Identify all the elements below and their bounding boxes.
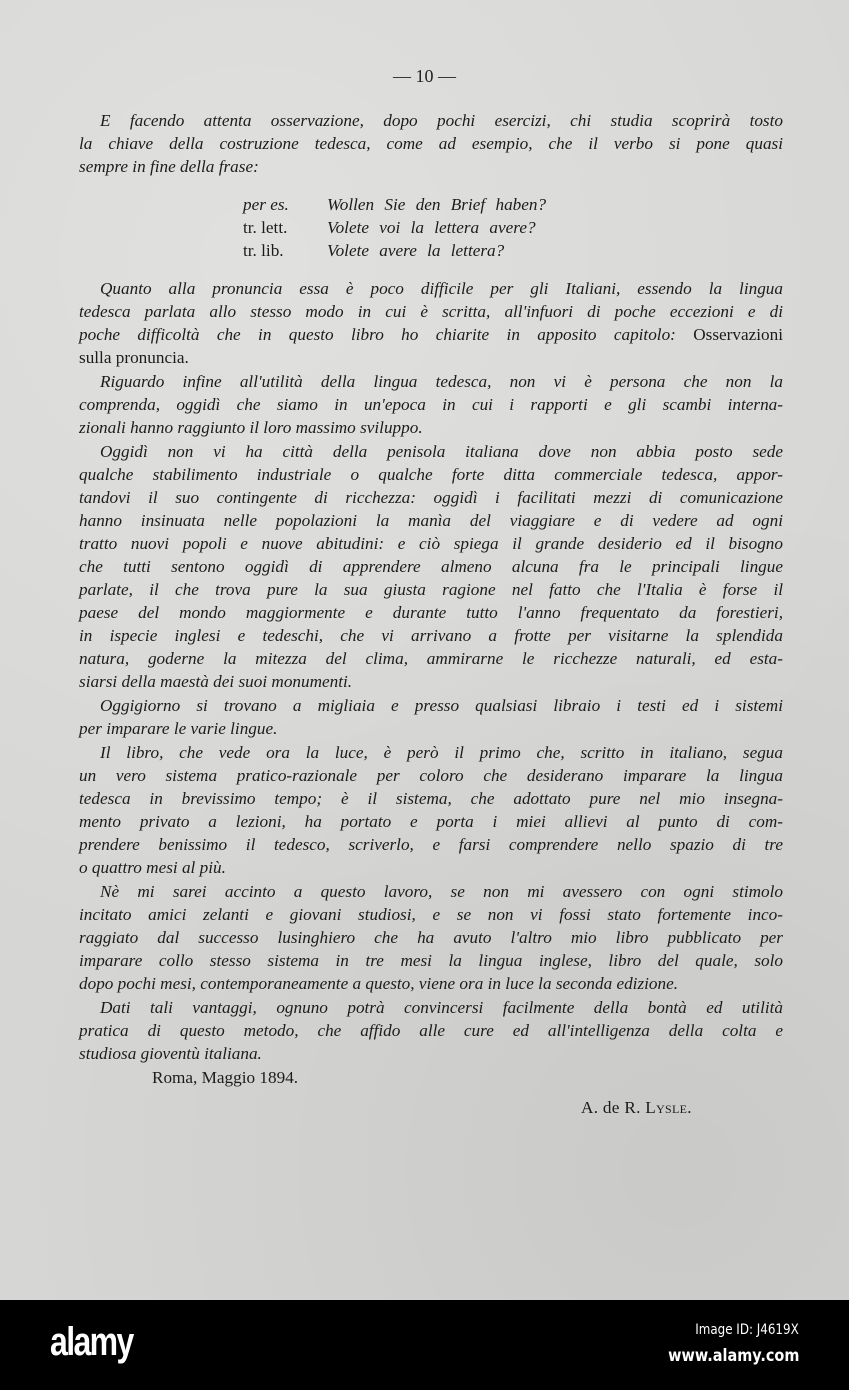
text-line	[79, 486, 783, 509]
text-line	[79, 132, 783, 155]
text-line	[79, 555, 783, 578]
text-line	[79, 833, 783, 856]
example-label: per es.	[243, 195, 289, 214]
italic-text: studiosa gioventù italiana.	[79, 1044, 262, 1063]
text-line	[79, 624, 783, 647]
text-line	[79, 972, 783, 995]
text-line	[79, 880, 783, 903]
paragraph	[79, 741, 783, 879]
text-line	[79, 741, 783, 764]
italic-text: paese del mondo maggiormente e durante tutto l'anno frequentato da forestieri,	[79, 603, 783, 622]
italic-text: poche difficoltà che in questo libro ho chiarite in apposito capitolo:	[79, 325, 694, 344]
text-line	[79, 926, 783, 949]
paragraph	[79, 277, 783, 369]
italic-text: qualche stabilimento industriale o qualche forte ditta commerciale tedesca, appor-	[79, 465, 783, 484]
example-row	[243, 216, 783, 239]
date-line: Roma, Maggio 1894.	[152, 1068, 299, 1087]
italic-text: che tutti sentono oggidì di apprendere almeno alcuna fra le principali lingue	[79, 557, 783, 576]
italic-text: pratica di questo metodo, che affido alle cure ed all'intelligenza della colta e	[79, 1021, 783, 1040]
text-line	[79, 856, 783, 879]
italic-text: in ispecie inglesi e tedeschi, che vi arrivano a frotte per visitarne la splendida	[79, 626, 783, 645]
italic-text: Nè mi sarei accinto a questo lavoro, se non mi avessero con ogni stimolo	[100, 882, 783, 901]
example-text: Volete voi la lettera avere?	[327, 218, 536, 237]
text-line	[79, 601, 783, 624]
paragraph	[79, 880, 783, 995]
text-line	[79, 717, 783, 740]
italic-text: un vero sistema pratico-razionale per coloro che desiderano imparare la lingua	[79, 766, 783, 785]
text-line	[79, 949, 783, 972]
italic-text: Dati tali vantaggi, ognuno potrà convincersi facilmente della bontà ed utilità	[100, 998, 783, 1017]
text-line	[79, 578, 783, 601]
italic-text: tandovi il suo contingente di ricchezza: oggidì i facilitati mezzi di comunicazione	[79, 488, 783, 507]
paragraph	[79, 996, 783, 1065]
paragraph	[79, 440, 783, 693]
text-line	[79, 996, 783, 1019]
italic-text: la chiave della costruzione tedesca, come ad esempio, che il verbo si pone quasi	[79, 134, 783, 153]
italic-text: per imparare le varie lingue.	[79, 719, 278, 738]
alamy-logo: alamy	[50, 1320, 133, 1364]
roman-text: Osservazioni	[693, 325, 783, 344]
italic-text: sempre in fine della frase:	[79, 157, 259, 176]
text-line	[79, 277, 783, 300]
italic-text: o quattro mesi al più.	[79, 858, 226, 877]
text-line	[79, 109, 783, 132]
text-line	[79, 323, 783, 346]
document-body	[79, 109, 783, 1066]
site-url: www.alamy.com	[667, 1346, 799, 1366]
italic-text: tedesca in brevissimo tempo; è il sistema, che adottato pure nel mio insegna-	[79, 789, 783, 808]
italic-text: Riguardo infine all'utilità della lingua tedesca, non vi è persona che non la	[100, 372, 783, 391]
text-line	[79, 370, 783, 393]
text-line	[79, 532, 783, 555]
italic-text: imparare collo stesso sistema in tre mesi la lingua inglese, libro del quale, solo	[79, 951, 783, 970]
italic-text: Il libro, che vede ora la luce, è però il primo che, scritto in italiano, segua	[100, 743, 783, 762]
italic-text: raggiato dal successo lusinghiero che ha avuto l'altro mio libro pubblicato per	[79, 928, 783, 947]
signature	[581, 1098, 692, 1118]
italic-text: siarsi della maestà dei suoi monumenti.	[79, 672, 353, 691]
example-label: tr. lett.	[243, 218, 288, 237]
text-line	[79, 903, 783, 926]
text-line	[79, 300, 783, 323]
paragraphs	[79, 277, 783, 1065]
italic-text: dopo pochi mesi, contemporaneamente a questo, viene ora in luce la seconda edizione.	[79, 974, 679, 993]
example-row	[243, 193, 783, 216]
text-line	[79, 694, 783, 717]
italic-text: tedesca parlata allo stesso modo in cui è scritta, all'infuori di poche eccezioni e di	[79, 302, 783, 321]
page-number: — 10 —	[393, 66, 456, 86]
example-sentences	[243, 193, 783, 262]
italic-text: Oggigiorno si trovano a migliaia e presso qualsiasi libraio i testi ed i sistemi	[100, 696, 783, 715]
text-line	[79, 670, 783, 693]
text-line	[79, 647, 783, 670]
text-line	[79, 440, 783, 463]
roman-text: sulla pronuncia.	[79, 348, 189, 367]
text-line	[79, 1042, 783, 1065]
image-id: Image ID: J4619X	[695, 1322, 799, 1338]
italic-text: zionali hanno raggiunto il loro massimo sviluppo.	[79, 418, 423, 437]
text-line	[79, 810, 783, 833]
italic-text: incitato amici zelanti e giovani studiosi, e se non vi fossi stato fortemente inco-	[79, 905, 783, 924]
text-line	[79, 1019, 783, 1042]
text-line	[79, 787, 783, 810]
example-text: Wollen Sie den Brief haben?	[327, 195, 547, 214]
example-text: Volete avere la lettera?	[327, 241, 505, 260]
example-label: tr. lib.	[243, 241, 284, 260]
text-line	[79, 764, 783, 787]
text-line	[79, 346, 783, 369]
text-line	[79, 155, 783, 178]
paragraph	[79, 694, 783, 740]
text-line	[79, 463, 783, 486]
italic-text: natura, goderne la mitezza del clima, ammirarne le ricchezze naturali, ed esta-	[79, 649, 783, 668]
italic-text: Oggidì non vi ha città della penisola italiana dove non abbia posto sede	[100, 442, 783, 461]
example-row	[243, 239, 783, 262]
text-line	[79, 416, 783, 439]
watermark-footer	[0, 1300, 849, 1390]
italic-text: parlate, il che trova pure la sua giusta ragione nel fatto che l'Italia è forse il	[79, 580, 783, 599]
text-line	[79, 393, 783, 416]
italic-text: E facendo attenta osservazione, dopo pochi esercizi, chi studia scoprirà tosto	[100, 111, 783, 130]
text-line	[79, 509, 783, 532]
paragraph	[79, 370, 783, 439]
italic-text: mento privato a lezioni, ha portato e porta i miei allievi al punto di com-	[79, 812, 783, 831]
paragraph-intro	[79, 109, 783, 178]
italic-text: comprenda, oggidì che siamo in un'epoca in cui i rapporti e gli scambi interna-	[79, 395, 783, 414]
signature-surname: Lysle.	[645, 1098, 692, 1117]
italic-text: prendere benissimo il tedesco, scriverlo, e farsi comprendere nello spazio di tre	[79, 835, 783, 854]
signature-initials: A. de R.	[581, 1098, 646, 1117]
italic-text: hanno insinuata nelle popolazioni la manìa del viaggiare e di vedere ad ogni	[79, 511, 783, 530]
italic-text: Quanto alla pronuncia essa è poco difficile per gli Italiani, essendo la lingua	[100, 279, 783, 298]
italic-text: tratto nuovi popoli e nuove abitudini: e ciò spiega il grande desiderio ed il bisogno	[79, 534, 783, 553]
